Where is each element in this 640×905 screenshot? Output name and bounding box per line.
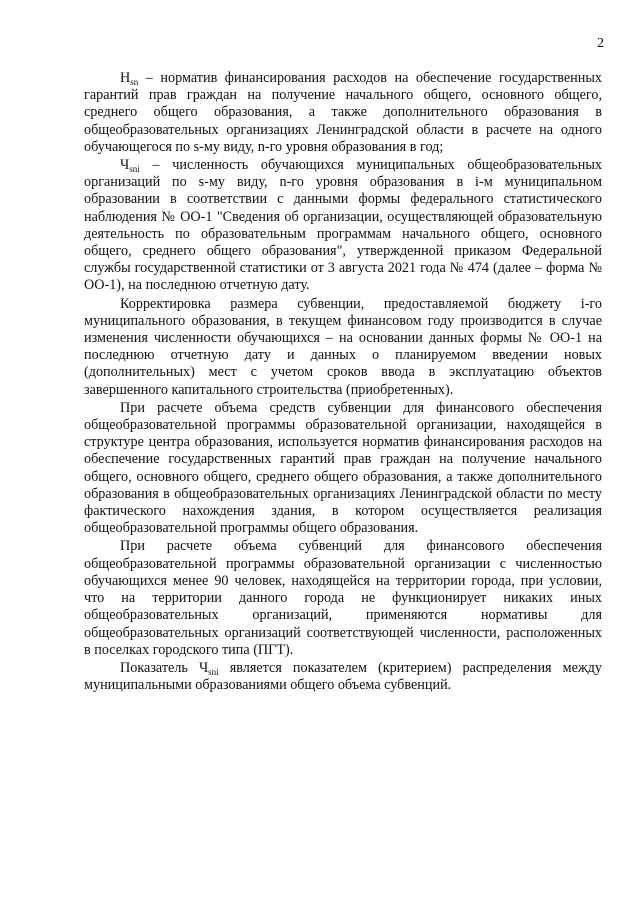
norm-definition-text: – норматив финансирования расходов на обеспечение государственных гарантий прав граждан на получение начального общего, основного общего, среднего общего образования, а также дополнительного образования в общеобразовательных организациях Ленинградской области в расчете на одного обучающегося по s-му виду, n-го уровня образования в год; <box>84 70 602 155</box>
document-body <box>84 70 602 694</box>
indicator-text: является показателем (критерием) распределения между муниципальными образованиями общего объема субвенций. <box>84 659 602 694</box>
symbol-h-subscript: sn <box>130 77 139 87</box>
count-definition-text: – численность обучающихся муниципальных общеобразовательных организаций по s-му виду, n-го уровня образования в i-м муниципальном образовании в соответствии с данными формы федерального статистического наблюдения № ОО-1 "Сведения об организации, осуществляющей образовательную деятельность по образовательным программам начального общего, основного общего, среднего общего образования", утвержденной приказом Федеральной службы государственной статистики от 3 августа 2021 года № 474 (далее – форма № ОО-1), на последнюю отчетную дату. <box>84 157 602 294</box>
paragraph-norm-definition <box>84 70 602 156</box>
paragraph-indicator <box>84 660 602 694</box>
paragraph-correction: Корректировка размера субвенции, предоставляемой бюджету i-го муниципального образования, в текущем финансовом году производится в случае изменения численности обучающихся – на основании данных формы № ОО-1 на последнюю отчетную дату и данных о планируемом введении новых (дополнительных) мест с учетом сроков ввода в эксплуатацию объектов завершенного капитального строительства (приобретенных). <box>84 295 602 398</box>
symbol-ch-subscript: sni <box>129 164 140 175</box>
symbol-ch: Ч <box>120 157 130 174</box>
symbol-ch-indicator: Ч <box>198 659 209 676</box>
symbol-h: H <box>120 70 131 86</box>
paragraph-count-definition <box>84 157 602 295</box>
paragraph-small-city: При расчете объема субвенций для финансового обеспечения общеобразовательной программы образовательной организации с численностью обучающихся менее 90 человек, находящейся на территории города, при условии, что на территории данного города не функционирует никаких иных общеобразовательных организаций, применяются нормативы для общеобразовательных организаций соответствующей численности, расположенных в поселках городского типа (ПГТ). <box>84 538 602 658</box>
symbol-ch-indicator-subscript: sni <box>208 666 219 677</box>
page-number: 2 <box>597 36 604 51</box>
paragraph-education-center: При расчете объема средств субвенции для финансового обеспечения общеобразовательной программы образовательной организации, находящейся в структуре центра образования, используется норматив финансирования расходов на обеспечение государственных гарантий прав граждан на получение начального общего, основного общего, среднего общего образования, а также дополнительного образования в общеобразовательных организациях Ленинградской области по месту фактического нахождения здания, в котором осуществляется реализация общеобразовательной программы общего образования. <box>84 399 602 537</box>
indicator-prefix: Показатель <box>120 659 199 676</box>
